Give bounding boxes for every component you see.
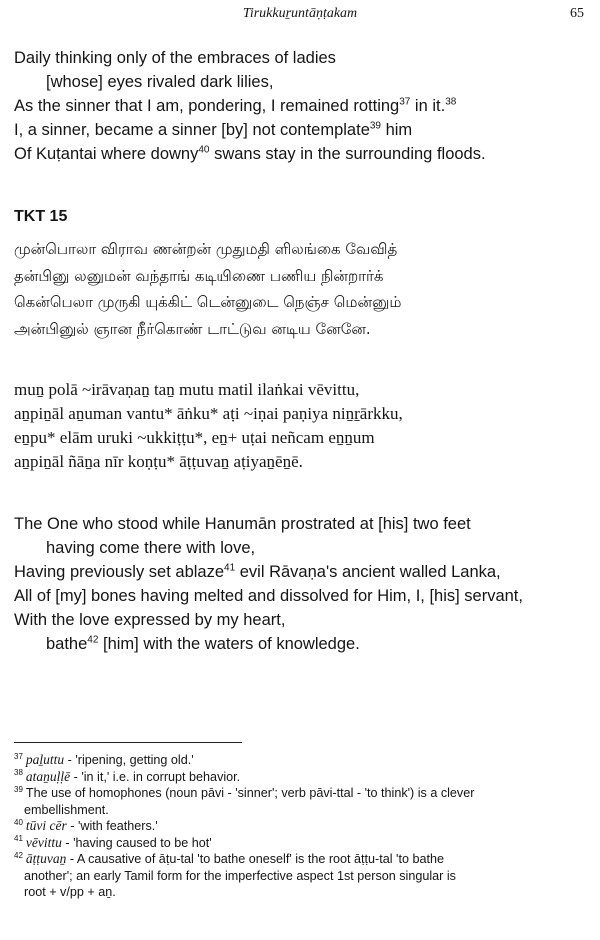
verse-line: I, a sinner, became a sinner [by] not contemplate$^{39}$ him — [14, 120, 413, 139]
verse-line: Daily thinking only of the embraces of ladies — [14, 49, 336, 67]
footnote-ref: 41 — [224, 562, 236, 574]
translation-line: Having previously set ablaze$^{41}$ evil Rāvaṇa's ancient walled Lanka, — [14, 562, 501, 581]
tamil-line: அன்பினுல் ஞான நீர்கொண் டாட்டுவ னடிய னேனே. — [14, 319, 371, 338]
translation-line: With the love expressed by my heart, — [14, 611, 286, 629]
running-title: Tirukkuṟuntāṇṭakam — [242, 6, 358, 21]
transliteration-line: eṉpu* elām uruki ~ukkiṭṭu*, eṉ+ uṭai neñcam eṉṉum — [14, 428, 375, 447]
section-heading: TKT 15 — [14, 208, 68, 225]
footnote: $^{38}$ ataṉuḷḷē - 'in it,' i.e. in corrupt behavior. — [14, 768, 241, 784]
translation-line: bathe$^{42}$ [him] with the waters of knowledge. — [46, 634, 360, 653]
transliteration-line: muṉ polā ~irāvaṇaṉ taṉ mutu matil ilaṅkai vēvittu, — [14, 380, 360, 399]
tamil-verse — [14, 236, 586, 342]
transliteration-line: aṉpiṉāl ñāṉa nīr koṇṭu* āṭṭuvaṉ aṭiyaṉēṉē. — [14, 452, 303, 471]
verse-line: Of Kuṭantai where downy$^{40}$ swans stay in the surrounding floods. — [14, 144, 486, 163]
page-number: 65 — [570, 6, 584, 21]
footnote-divider — [14, 742, 242, 743]
footnote: $^{37}$ paḻuttu - 'ripening, getting old.' — [14, 751, 194, 767]
footnote: $^{42}$ āṭṭuvaṉ - A causative of āṭu-tal 'to bathe oneself' is the root āṭṭu-tal 'to bathe another'; an early Tamil form for the imperfective aspect 1st person singular is root + v/pp + aṉ. — [14, 850, 456, 899]
translation-line: The One who stood while Hanumān prostrated at [his] two feet — [14, 515, 471, 533]
transliteration — [14, 378, 586, 474]
translation-line: All of [my] bones having melted and dissolved for Him, I, [his] servant, — [14, 587, 523, 605]
footnote-ref: 38 — [445, 96, 457, 108]
footnote: $^{40}$ tūvi cēr - 'with feathers.' — [14, 817, 158, 833]
translation — [14, 512, 586, 656]
footnote-ref: 40 — [198, 144, 210, 156]
footnotes — [14, 752, 586, 901]
footnote-ref: 37 — [399, 96, 411, 108]
tamil-line: தன்பினு லனுமன் வந்தாங் கடியிணை பணிய நின்றார்க் — [14, 266, 384, 285]
translation-line: having come there with love, — [46, 539, 256, 557]
footnote-ref: 42 — [87, 634, 99, 646]
footnote: $^{39}$ The use of homophones (noun pāvi - 'sinner'; verb pāvi-ttal - 'to think') is a clever embellishment. — [14, 784, 475, 817]
tamil-line: கென்பெலா முருகி யுக்கிட் டென்னுடை நெஞ்ச மென்னும் — [14, 293, 402, 311]
footnote: $^{41}$ vēvittu - 'having caused to be hot' — [14, 834, 212, 850]
verse-line: As the sinner that I am, pondering, I remained rotting$^{37}$ in it.$^{38}$ — [14, 96, 457, 115]
transliteration-line: aṉpiṉāl aṉuman vantu* āṅku* aṭi ~iṇai paṇiya niṉṟārkku, — [14, 404, 403, 423]
stanza-top — [14, 46, 586, 166]
tamil-line: முன்பொலா விராவ ணன்றன் முதுமதி ளிலங்கை வேவித் — [14, 240, 398, 258]
footnote-ref: 39 — [369, 120, 381, 132]
verse-line: [whose] eyes rivaled dark lilies, — [46, 73, 274, 91]
